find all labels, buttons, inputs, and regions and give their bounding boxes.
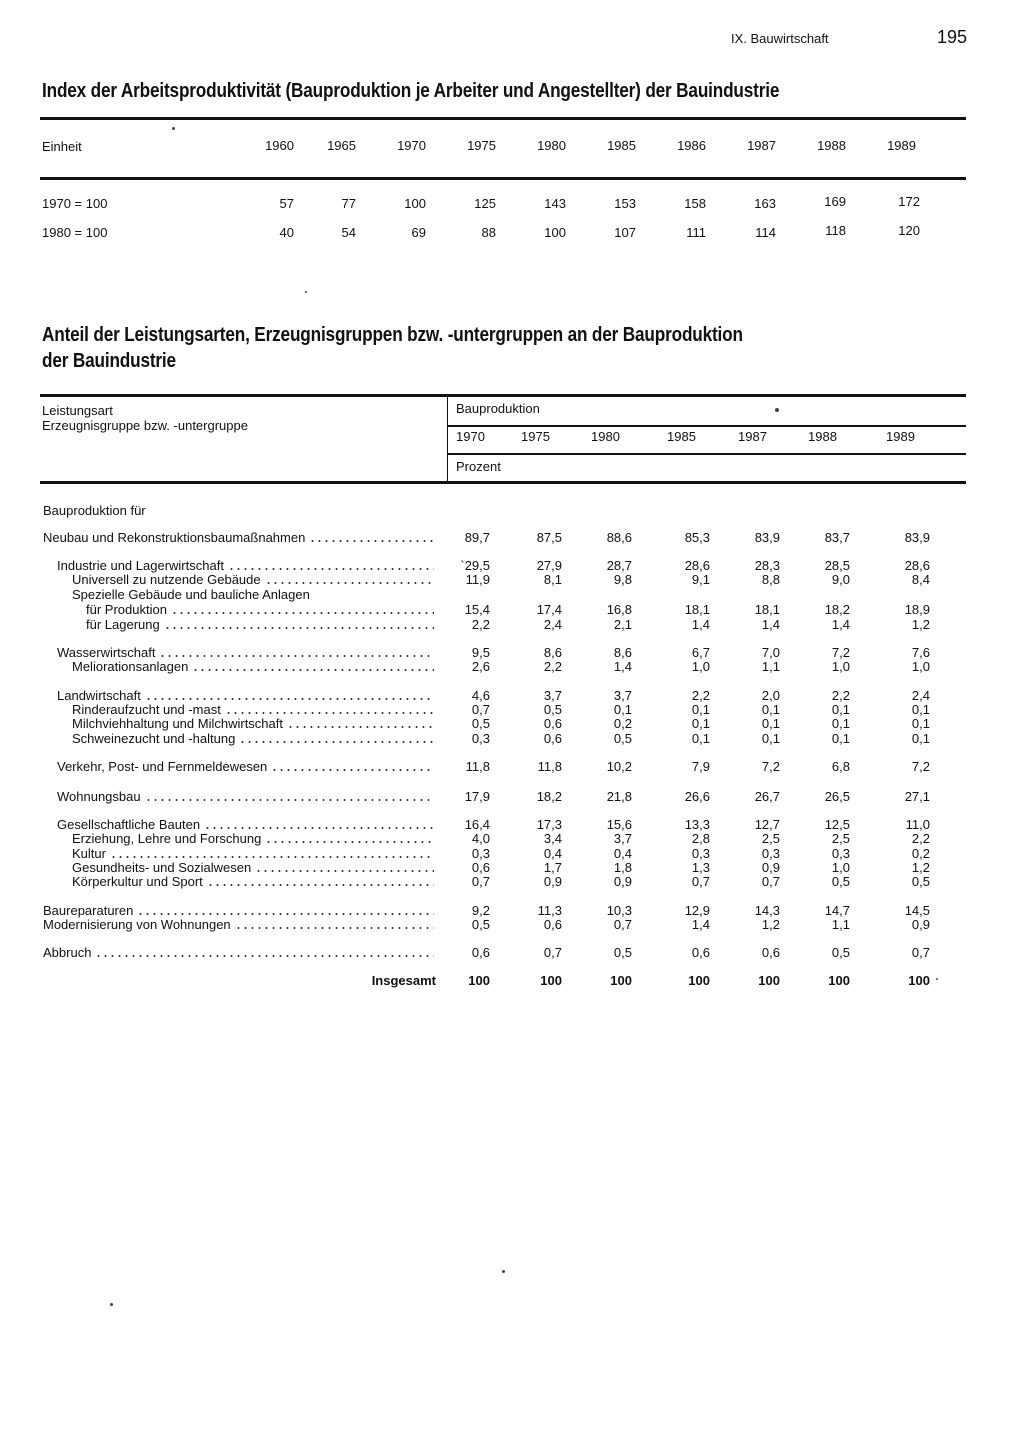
table2-cell: 9,5	[471, 645, 490, 660]
table2-leader-dots	[192, 669, 434, 671]
table2-top-rule	[40, 394, 966, 397]
table2-header-rule	[40, 481, 966, 484]
table2-cell: 100	[908, 973, 930, 988]
table2-cell: 0,1	[613, 702, 632, 717]
table1-cell: 172	[898, 194, 920, 209]
table2-cell: 0,1	[691, 716, 710, 731]
table2-cell: 100	[468, 973, 490, 988]
table2-cell: 0,3	[471, 846, 490, 861]
table1-year-header: 1985	[607, 138, 636, 153]
table2-cell: 0,7	[613, 917, 632, 932]
table2-year-header: 1987	[738, 429, 767, 444]
table2-cell: 28,5	[824, 558, 850, 573]
table1-title: Index der Arbeitsproduktivität (Bauproduktion je Arbeiter und Angestellter) der Bauindustrie	[42, 80, 780, 102]
table2-row-label: Abbruch	[43, 945, 92, 960]
table2-cell: 100	[828, 973, 850, 988]
table2-cell: 8,6	[543, 645, 562, 660]
table2-cell: 1,0	[831, 659, 850, 674]
table2-cell: 83,9	[904, 530, 930, 545]
table2-row-label: Wohnungsbau	[57, 789, 141, 804]
table2-cell: 0,3	[691, 846, 710, 861]
table1-cell: 57	[279, 196, 294, 211]
table2-leader-dots	[110, 856, 434, 858]
table2-cell: 1,7	[543, 860, 562, 875]
table2-cell: 27,1	[904, 789, 930, 804]
scan-speck	[305, 291, 307, 293]
table2-cell: 2,4	[543, 617, 562, 632]
table2-cell: 9,1	[691, 572, 710, 587]
section-heading: IX. Bauwirtschaft	[731, 31, 829, 46]
table1-cell: 69	[411, 225, 426, 240]
table2-cell: 1,8	[613, 860, 632, 875]
table2-leader-dots	[137, 913, 434, 915]
table1-cell: 118	[825, 223, 846, 238]
table2-cell: 1,1	[831, 917, 850, 932]
table1-cell: 114	[755, 225, 776, 240]
table2-cell: 17,9	[464, 789, 490, 804]
table1-year-header: 1989	[887, 138, 916, 153]
table2-cell: 21,8	[606, 789, 632, 804]
table2-row-label: Gesundheits- und Sozialwesen	[72, 860, 252, 875]
table2-cell: 100	[610, 973, 632, 988]
table2-cell: 0,7	[471, 874, 490, 889]
table2-cell: 9,2	[471, 903, 490, 918]
table1-cell: 54	[341, 225, 356, 240]
table2-cell: 6,7	[691, 645, 710, 660]
table2-cell: 4,0	[471, 831, 490, 846]
table2-title-line2: der Bauindustrie	[42, 350, 176, 372]
table2-cell: 17,4	[536, 602, 562, 617]
table2-cell: 0,7	[543, 945, 562, 960]
table2-cell: 0,1	[911, 731, 930, 746]
table2-intro-label: Bauproduktion für	[43, 503, 146, 518]
table2-leader-dots	[265, 582, 434, 584]
table2-cell: 8,8	[761, 572, 780, 587]
table1-cell: 163	[754, 196, 776, 211]
table1-cell: 125	[474, 196, 496, 211]
table2-row-label: Milchviehhaltung und Milchwirtschaft	[72, 716, 283, 731]
table2-cell: 0,5	[613, 731, 632, 746]
scan-speck	[775, 408, 779, 412]
table2-cell: 0,5	[831, 874, 850, 889]
table2-cell: 0,4	[543, 846, 562, 861]
table2-cell: 2,1	[613, 617, 632, 632]
table2-leader-dots	[204, 827, 434, 829]
table2-cell: 0,5	[543, 702, 562, 717]
table2-cell: 100	[758, 973, 780, 988]
table1-row-label: 1980 = 100	[42, 225, 108, 240]
table2-row-label: Verkehr, Post- und Fernmeldewesen	[57, 759, 268, 774]
table2-cell: 2,2	[831, 688, 850, 703]
table1-unit-header: Einheit	[42, 139, 82, 154]
table1-year-header: 1987	[747, 138, 776, 153]
table2-leader-dots	[235, 927, 434, 929]
page-number: 195	[937, 27, 968, 47]
table2-cell: 0,7	[911, 945, 930, 960]
table2-cell: 0,3	[761, 846, 780, 861]
table2-leader-dots	[265, 841, 434, 843]
table2-stub-header-line1: Leistungsart	[42, 403, 113, 418]
table2-cell: 1,4	[691, 917, 710, 932]
table2-cell: 89,7	[464, 530, 490, 545]
table2-leader-dots	[171, 612, 434, 614]
table2-cell: 83,9	[754, 530, 780, 545]
table2-leader-dots	[164, 627, 434, 629]
table2-year-header: 1988	[808, 429, 837, 444]
table1-year-header: 1988	[817, 138, 846, 153]
scan-speck	[110, 1303, 113, 1306]
table2-leader-dots	[228, 568, 434, 570]
table2-cell: 7,2	[761, 759, 780, 774]
table2-year-header: 1970	[456, 429, 485, 444]
table1-row-label: 1970 = 100	[42, 196, 108, 211]
table2-cell: 18,1	[684, 602, 710, 617]
table2-leader-dots	[145, 698, 434, 700]
table1-year-header: 1960	[265, 138, 294, 153]
table2-cell: 0,1	[761, 702, 780, 717]
table2-cell: 2,6	[471, 659, 490, 674]
table1-year-header: 1970	[397, 138, 426, 153]
table2-leader-dots	[145, 799, 434, 801]
table2-cell: 15,6	[606, 817, 632, 832]
table2-cell: 83,7	[824, 530, 850, 545]
table2-cell: 7,0	[761, 645, 780, 660]
table2-cell: 0,2	[613, 716, 632, 731]
table2-cell: 2,2	[911, 831, 930, 846]
table2-cell: 8,6	[613, 645, 632, 660]
table2-cell: 0,1	[911, 716, 930, 731]
table2-cell: 0,9	[761, 860, 780, 875]
table2-leader-dots	[255, 870, 434, 872]
table2-cell: 14,7	[824, 903, 850, 918]
table2-cell: 1,2	[911, 860, 930, 875]
table2-row-label: Landwirtschaft	[57, 688, 141, 703]
table2-cell: 100	[540, 973, 562, 988]
table2-cell: 8,4	[911, 572, 930, 587]
table2-row-label: Universell zu nutzende Gebäude	[72, 572, 261, 587]
table2-cell: 0,3	[831, 846, 850, 861]
table2-cell: 0,5	[471, 716, 490, 731]
table1-cell: 88	[481, 225, 496, 240]
table2-cell: 14,5	[904, 903, 930, 918]
table1-year-header: 1986	[677, 138, 706, 153]
table2-leader-dots	[239, 741, 434, 743]
table1-cell: 120	[898, 223, 920, 238]
table2-cell: 0,1	[831, 716, 850, 731]
table2-cell: 28,6	[904, 558, 930, 573]
table2-row-label: Meliorationsanlagen	[72, 659, 189, 674]
scan-speck	[172, 127, 175, 130]
table2-cell: 2,0	[761, 688, 780, 703]
table1-cell: 40	[279, 225, 294, 240]
table2-cell: 0,1	[691, 731, 710, 746]
table2-cell: 11,0	[905, 817, 930, 832]
table2-cell: 1,4	[761, 617, 780, 632]
table2-year-header: 1980	[591, 429, 620, 444]
table2-cell: 2,5	[831, 831, 850, 846]
table2-cell: 0,7	[761, 874, 780, 889]
table2-cell: 0,5	[831, 945, 850, 960]
table2-cell: 0,1	[831, 731, 850, 746]
table2-leader-dots	[287, 726, 434, 728]
table2-cell: 0,1	[691, 702, 710, 717]
table2-cell: 7,9	[691, 759, 710, 774]
table2-cell: 9,8	[613, 572, 632, 587]
table2-cell: 27,9	[536, 558, 562, 573]
table2-leader-dots	[271, 769, 434, 771]
table2-cell: 88,6	[606, 530, 632, 545]
table2-cell: 18,1	[754, 602, 780, 617]
table1-cell: 107	[614, 225, 636, 240]
scan-speck	[936, 978, 938, 980]
table1-cell: 169	[824, 194, 846, 209]
table2-year-header: 1985	[667, 429, 696, 444]
table2-row-label: Industrie und Lagerwirtschaft	[57, 558, 224, 573]
table2-cell: 1,3	[691, 860, 710, 875]
table2-cell: 2,2	[691, 688, 710, 703]
table2-row-label: Körperkultur und Sport	[72, 874, 203, 889]
table2-cell: 26,6	[684, 789, 710, 804]
table2-stub-divider	[447, 396, 448, 482]
table2-cell: 0,4	[613, 846, 632, 861]
table2-cell: 28,3	[754, 558, 780, 573]
table2-row-label: Kultur	[72, 846, 106, 861]
table2-cell: 15,4	[464, 602, 490, 617]
table1-cell: 153	[614, 196, 636, 211]
table2-cell: 1,0	[911, 659, 930, 674]
table2-cell: 0,6	[543, 731, 562, 746]
table2-cell: 3,7	[543, 688, 562, 703]
table1-header-rule	[40, 177, 966, 180]
table2-row-label: Rinderaufzucht und -mast	[72, 702, 221, 717]
table2-leader-dots	[207, 884, 434, 886]
table2-cell: 4,6	[471, 688, 490, 703]
table2-cell: `29,5	[460, 558, 490, 573]
table2-cell: 11,8	[537, 759, 562, 774]
table2-cell: 2,2	[471, 617, 490, 632]
table2-row-label: Spezielle Gebäude und bauliche Anlagen	[72, 587, 310, 602]
table2-title-line1: Anteil der Leistungsarten, Erzeugnisgruppen bzw. -untergruppen an der Bauproduktion	[42, 324, 743, 346]
table2-cell: 0,1	[761, 716, 780, 731]
table2-cell: 2,4	[911, 688, 930, 703]
table2-cell: 0,7	[471, 702, 490, 717]
table1-cell: 100	[544, 225, 566, 240]
table1-cell: 158	[684, 196, 706, 211]
table2-cell: 0,3	[471, 731, 490, 746]
table2-leader-dots	[309, 540, 434, 542]
table2-cell: 1,2	[911, 617, 930, 632]
table2-row-label: Erziehung, Lehre und Forschung	[72, 831, 262, 846]
table2-leader-dots	[95, 955, 434, 957]
table2-cell: 12,5	[824, 817, 850, 832]
table2-year-header: 1975	[521, 429, 550, 444]
table2-cell: 3,7	[613, 831, 632, 846]
table1-cell: 100	[404, 196, 426, 211]
table2-cell: 9,0	[831, 572, 850, 587]
table2-row-label: für Produktion	[86, 602, 167, 617]
table2-cell: 26,5	[824, 789, 850, 804]
table2-cell: 0,1	[831, 702, 850, 717]
table2-cell: 11,9	[465, 572, 490, 587]
table2-row-label: für Lagerung	[86, 617, 160, 632]
table1-cell: 77	[341, 196, 356, 211]
table2-row-label: Wasserwirtschaft	[57, 645, 156, 660]
table2-cell: 1,4	[691, 617, 710, 632]
table2-cell: 1,4	[613, 659, 632, 674]
table2-cell: 10,3	[606, 903, 632, 918]
table2-cell: 14,3	[754, 903, 780, 918]
table2-cell: 26,7	[754, 789, 780, 804]
table2-cell: 7,6	[911, 645, 930, 660]
table2-unit-label: Prozent	[456, 459, 501, 474]
table2-cell: 1,2	[761, 917, 780, 932]
table2-cell: 2,2	[543, 659, 562, 674]
table2-cell: 0,5	[911, 874, 930, 889]
table2-cell: 1,1	[761, 659, 780, 674]
table2-cell: 0,9	[543, 874, 562, 889]
table2-cell: 3,7	[613, 688, 632, 703]
table2-cell: 18,9	[904, 602, 930, 617]
table2-year-rule	[447, 453, 966, 455]
table2-cell: 0,7	[691, 874, 710, 889]
table2-cell: 2,8	[691, 831, 710, 846]
table2-cell: 1,0	[691, 659, 710, 674]
table2-cell: 3,4	[543, 831, 562, 846]
table2-span-rule	[447, 425, 966, 427]
table1-top-rule	[40, 117, 966, 120]
table1-year-header: 1965	[327, 138, 356, 153]
table2-cell: 10,2	[606, 759, 632, 774]
table2-stub-header-line2: Erzeugnisgruppe bzw. -untergruppe	[42, 418, 248, 433]
table2-cell: 0,9	[911, 917, 930, 932]
table2-cell: 12,9	[684, 903, 710, 918]
table2-cell: 0,2	[911, 846, 930, 861]
scan-speck	[502, 1270, 505, 1273]
table2-leader-dots	[225, 712, 434, 714]
table1-year-header: 1980	[537, 138, 566, 153]
table1-cell: 111	[686, 225, 706, 240]
table2-cell: 0,6	[471, 945, 490, 960]
table2-cell: 0,1	[911, 702, 930, 717]
table1-cell: 143	[544, 196, 566, 211]
table2-row-label: Modernisierung von Wohnungen	[43, 917, 231, 932]
table2-cell: 6,8	[831, 759, 850, 774]
table2-cell: 16,4	[464, 817, 490, 832]
table2-cell: 28,7	[606, 558, 632, 573]
table2-row-label: Baureparaturen	[43, 903, 134, 918]
table2-cell: 85,3	[684, 530, 710, 545]
table2-year-header: 1989	[886, 429, 915, 444]
table2-cell: 28,6	[684, 558, 710, 573]
table2-cell: 0,5	[613, 945, 632, 960]
table2-cell: 0,6	[543, 917, 562, 932]
table2-cell: 2,5	[761, 831, 780, 846]
table2-cell: 18,2	[824, 602, 850, 617]
table2-cell: 0,1	[761, 731, 780, 746]
table2-cell: 0,6	[761, 945, 780, 960]
table2-row-label: Schweinezucht und -haltung	[72, 731, 236, 746]
table2-cell: 0,6	[543, 716, 562, 731]
table2-total-label: Insgesamt	[371, 973, 436, 988]
table2-cell: 11,8	[465, 759, 490, 774]
table2-cell: 11,3	[537, 903, 562, 918]
table2-cell: 0,9	[613, 874, 632, 889]
table2-row-label: Gesellschaftliche Bauten	[57, 817, 201, 832]
table2-cell: 0,5	[471, 917, 490, 932]
table1-year-header: 1975	[467, 138, 496, 153]
table2-cell: 13,3	[684, 817, 710, 832]
table2-cell: 87,5	[536, 530, 562, 545]
table2-cell: 16,8	[606, 602, 632, 617]
table2-cell: 100	[688, 973, 710, 988]
table2-cell: 7,2	[911, 759, 930, 774]
table2-cell: 7,2	[831, 645, 850, 660]
table2-row-label: Neubau und Rekonstruktionsbaumaßnahmen	[43, 530, 306, 545]
table2-cell: 12,7	[754, 817, 780, 832]
table2-cell: 1,4	[831, 617, 850, 632]
table2-cell: 8,1	[543, 572, 562, 587]
table2-cell: 17,3	[536, 817, 562, 832]
table2-span-header: Bauproduktion	[456, 401, 540, 416]
table2-cell: 1,0	[831, 860, 850, 875]
table2-leader-dots	[159, 655, 434, 657]
table2-cell: 18,2	[536, 789, 562, 804]
table2-cell: 0,6	[471, 860, 490, 875]
table2-cell: 0,6	[691, 945, 710, 960]
